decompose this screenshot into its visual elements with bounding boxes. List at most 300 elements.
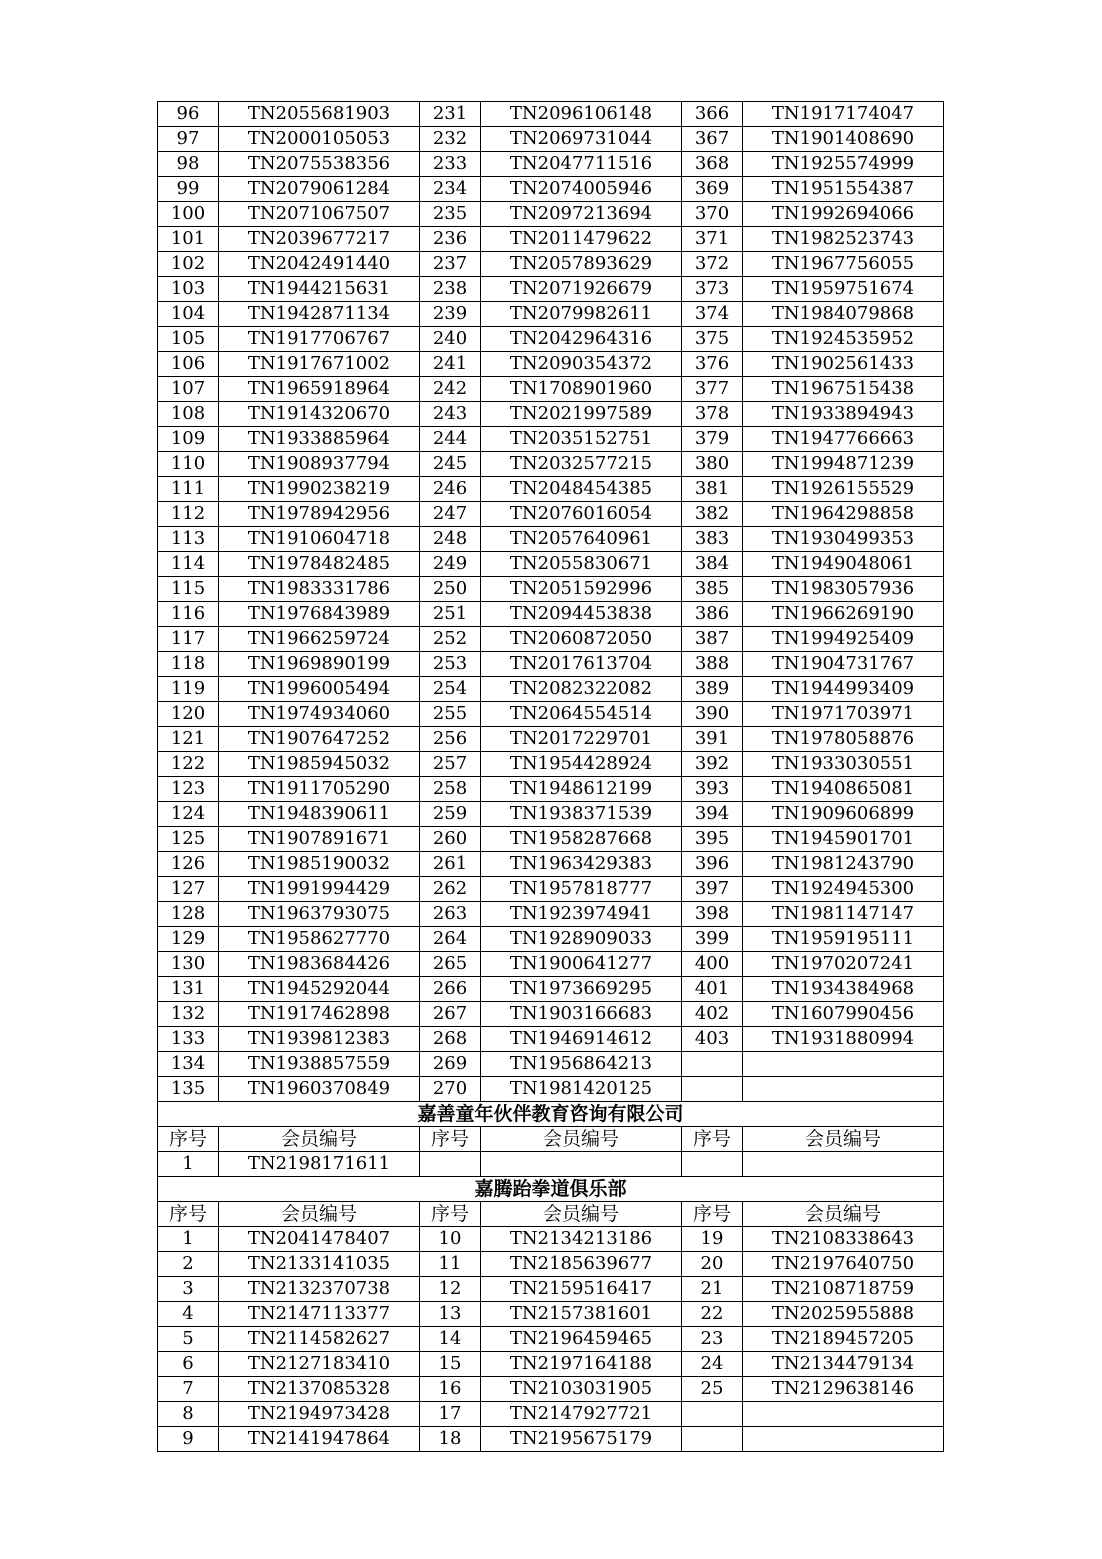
member-id-cell: TN2196459465 [481,1327,682,1352]
serial-number-cell: 391 [682,727,743,752]
member-id-cell: TN2035152751 [481,427,682,452]
header-serial-number: 序号 [158,1202,219,1227]
member-id-cell: TN1985190032 [219,852,420,877]
serial-number-cell: 107 [158,377,219,402]
serial-number-cell: 243 [420,402,481,427]
section-title-row [158,1102,944,1127]
serial-number-cell: 106 [158,352,219,377]
member-id-cell: TN2114582627 [219,1327,420,1352]
serial-number-cell: 375 [682,327,743,352]
table-row [158,652,944,677]
member-id-cell: TN1963429383 [481,852,682,877]
serial-number-cell: 236 [420,227,481,252]
serial-number-cell: 98 [158,152,219,177]
table-row [158,502,944,527]
serial-number-cell: 109 [158,427,219,452]
serial-number-cell: 1 [158,1227,219,1252]
serial-number-cell: 373 [682,277,743,302]
serial-number-cell: 268 [420,1027,481,1052]
member-id-cell: TN1966269190 [743,602,944,627]
member-id-cell: TN1981147147 [743,902,944,927]
member-id-cell: TN2071926679 [481,277,682,302]
table-row [158,402,944,427]
member-id-cell: TN2042964316 [481,327,682,352]
section-title: 嘉腾跆拳道俱乐部 [158,1177,944,1202]
serial-number-cell: 246 [420,477,481,502]
member-id-cell: TN1947766663 [743,427,944,452]
member-id-cell: TN1924945300 [743,877,944,902]
member-id-cell: TN2041478407 [219,1227,420,1252]
member-id-cell: TN1914320670 [219,402,420,427]
member-id-cell: TN2141947864 [219,1427,420,1452]
member-id-cell: TN1944215631 [219,277,420,302]
serial-number-cell: 127 [158,877,219,902]
table-row [158,802,944,827]
serial-number-cell: 257 [420,752,481,777]
serial-number-cell: 403 [682,1027,743,1052]
member-id-cell: TN1900641277 [481,952,682,977]
table-row [158,627,944,652]
member-id-cell: TN1985945032 [219,752,420,777]
table-row [158,977,944,1002]
serial-number-cell: 133 [158,1027,219,1052]
header-member-id: 会员编号 [481,1202,682,1227]
member-id-cell: TN1933885964 [219,427,420,452]
member-id-cell: TN2064554514 [481,702,682,727]
serial-number-cell: 378 [682,402,743,427]
member-id-cell: TN1971703971 [743,702,944,727]
serial-number-cell: 370 [682,202,743,227]
table-row [158,177,944,202]
member-id-cell: TN1958627770 [219,927,420,952]
table-row [158,352,944,377]
serial-number-cell: 379 [682,427,743,452]
serial-number-cell: 130 [158,952,219,977]
serial-number-cell: 240 [420,327,481,352]
table-row [158,452,944,477]
member-id-cell: TN1992694066 [743,202,944,227]
header-member-id: 会员编号 [743,1127,944,1152]
serial-number-cell: 19 [682,1227,743,1252]
table-row [158,727,944,752]
table-row [158,1377,944,1402]
table-row [158,227,944,252]
member-id-cell: TN1917671002 [219,352,420,377]
member-id-cell: TN2069731044 [481,127,682,152]
member-id-cell: TN2042491440 [219,252,420,277]
serial-number-cell: 23 [682,1327,743,1352]
serial-number-cell: 16 [420,1377,481,1402]
serial-number-cell: 105 [158,327,219,352]
table-row [158,202,944,227]
serial-number-cell: 371 [682,227,743,252]
member-id-cell: TN1994925409 [743,627,944,652]
serial-number-cell: 126 [158,852,219,877]
member-id-cell: TN1946914612 [481,1027,682,1052]
header-member-id: 会员编号 [743,1202,944,1227]
serial-number-cell: 248 [420,527,481,552]
table-row [158,127,944,152]
member-table [157,101,944,1452]
member-id-cell: TN1976843989 [219,602,420,627]
member-id-cell: TN1978058876 [743,727,944,752]
serial-number-cell: 115 [158,577,219,602]
serial-number-cell: 123 [158,777,219,802]
serial-number-cell: 252 [420,627,481,652]
serial-number-cell: 380 [682,452,743,477]
table-row [158,152,944,177]
member-id-cell: TN2159516417 [481,1277,682,1302]
table-row [158,527,944,552]
member-id-cell: TN2198171611 [219,1152,420,1177]
serial-number-cell: 377 [682,377,743,402]
serial-number-cell: 251 [420,602,481,627]
serial-number-cell: 238 [420,277,481,302]
serial-number-cell: 17 [420,1402,481,1427]
serial-number-cell: 249 [420,552,481,577]
serial-number-cell: 383 [682,527,743,552]
member-id-cell: TN1983331786 [219,577,420,602]
member-id-cell: TN1951554387 [743,177,944,202]
serial-number-cell: 7 [158,1377,219,1402]
member-id-cell: TN2011479622 [481,227,682,252]
member-id-cell: TN2194973428 [219,1402,420,1427]
member-id-cell: TN2017229701 [481,727,682,752]
member-id-cell: TN1969890199 [219,652,420,677]
member-id-cell: TN2079061284 [219,177,420,202]
section-title: 嘉善童年伙伴教育咨询有限公司 [158,1102,944,1127]
member-id-cell: TN1902561433 [743,352,944,377]
member-id-cell: TN2057640961 [481,527,682,552]
member-id-cell: TN1945901701 [743,827,944,852]
member-id-cell: TN1973669295 [481,977,682,1002]
serial-number-cell: 262 [420,877,481,902]
member-id-cell: TN1923974941 [481,902,682,927]
header-serial-number: 序号 [420,1127,481,1152]
serial-number-cell: 125 [158,827,219,852]
serial-number-cell: 263 [420,902,481,927]
serial-number-cell: 128 [158,902,219,927]
member-id-cell: TN1959195111 [743,927,944,952]
member-id-cell: TN1983057936 [743,577,944,602]
serial-number-cell: 134 [158,1052,219,1077]
serial-number-cell: 1 [158,1152,219,1177]
serial-number-cell: 15 [420,1352,481,1377]
serial-number-cell: 247 [420,502,481,527]
table-row [158,1027,944,1052]
table-row [158,1152,944,1177]
member-id-cell: TN1956864213 [481,1052,682,1077]
table-row [158,1327,944,1352]
serial-number-cell: 118 [158,652,219,677]
table-row [158,302,944,327]
member-id-cell: TN1948390611 [219,802,420,827]
member-id-cell: TN1957818777 [481,877,682,902]
member-id-cell: TN1901408690 [743,127,944,152]
serial-number-cell: 399 [682,927,743,952]
serial-number-cell: 121 [158,727,219,752]
member-id-cell: TN2060872050 [481,627,682,652]
serial-number-cell: 402 [682,1002,743,1027]
member-id-cell: TN1964298858 [743,502,944,527]
member-id-cell: TN1903166683 [481,1002,682,1027]
member-id-cell: TN1991994429 [219,877,420,902]
table-row [158,1002,944,1027]
member-id-cell: TN2021997589 [481,402,682,427]
serial-number-cell [682,1052,743,1077]
member-id-cell: TN2055830671 [481,552,682,577]
member-id-cell: TN2137085328 [219,1377,420,1402]
member-id-cell: TN1970207241 [743,952,944,977]
serial-number-cell: 113 [158,527,219,552]
serial-number-cell: 100 [158,202,219,227]
table-row [158,602,944,627]
serial-number-cell: 129 [158,927,219,952]
member-id-cell: TN1940865081 [743,777,944,802]
table-row [158,427,944,452]
serial-number-cell: 25 [682,1377,743,1402]
member-id-cell: TN1978482485 [219,552,420,577]
table-row [158,1402,944,1427]
serial-number-cell: 392 [682,752,743,777]
serial-number-cell: 101 [158,227,219,252]
member-id-cell: TN1907891671 [219,827,420,852]
table-row [158,827,944,852]
table-row [158,777,944,802]
table-row [158,1302,944,1327]
member-id-cell: TN1917462898 [219,1002,420,1027]
serial-number-cell: 99 [158,177,219,202]
header-member-id: 会员编号 [481,1127,682,1152]
member-id-cell: TN2032577215 [481,452,682,477]
member-id-cell: TN2000105053 [219,127,420,152]
serial-number-cell: 21 [682,1277,743,1302]
serial-number-cell: 261 [420,852,481,877]
serial-number-cell: 124 [158,802,219,827]
serial-number-cell: 239 [420,302,481,327]
member-id-cell [481,1152,682,1177]
member-id-cell: TN1917174047 [743,102,944,127]
member-id-cell: TN2094453838 [481,602,682,627]
member-id-cell: TN2147113377 [219,1302,420,1327]
serial-number-cell: 245 [420,452,481,477]
member-id-cell: TN1982523743 [743,227,944,252]
header-serial-number: 序号 [158,1127,219,1152]
member-id-cell: TN2108718759 [743,1277,944,1302]
serial-number-cell: 395 [682,827,743,852]
member-id-cell: TN1910604718 [219,527,420,552]
member-id-cell: TN1996005494 [219,677,420,702]
serial-number-cell: 270 [420,1077,481,1102]
serial-number-cell: 396 [682,852,743,877]
member-id-cell [743,1427,944,1452]
table-row [158,1352,944,1377]
table-row [158,477,944,502]
header-serial-number: 序号 [420,1202,481,1227]
member-id-cell: TN1934384968 [743,977,944,1002]
table-row [158,552,944,577]
member-id-cell: TN2057893629 [481,252,682,277]
member-id-cell: TN2025955888 [743,1302,944,1327]
serial-number-cell: 14 [420,1327,481,1352]
serial-number-cell: 269 [420,1052,481,1077]
member-id-cell [743,1077,944,1102]
serial-number-cell: 242 [420,377,481,402]
column-header-row [158,1202,944,1227]
serial-number-cell: 266 [420,977,481,1002]
member-id-cell: TN1978942956 [219,502,420,527]
serial-number-cell: 131 [158,977,219,1002]
serial-number-cell: 374 [682,302,743,327]
table-row [158,902,944,927]
serial-number-cell: 104 [158,302,219,327]
serial-number-cell: 232 [420,127,481,152]
header-serial-number: 序号 [682,1202,743,1227]
member-id-cell [743,1402,944,1427]
serial-number-cell: 376 [682,352,743,377]
member-id-cell: TN1925574999 [743,152,944,177]
serial-number-cell: 259 [420,802,481,827]
serial-number-cell: 260 [420,827,481,852]
serial-number-cell: 119 [158,677,219,702]
member-id-cell: TN2127183410 [219,1352,420,1377]
member-id-cell: TN2079982611 [481,302,682,327]
serial-number-cell: 368 [682,152,743,177]
serial-number-cell: 103 [158,277,219,302]
member-id-cell: TN2103031905 [481,1377,682,1402]
table-row [158,577,944,602]
member-id-cell: TN2133141035 [219,1252,420,1277]
serial-number-cell: 264 [420,927,481,952]
member-id-cell: TN2017613704 [481,652,682,677]
serial-number-cell: 372 [682,252,743,277]
serial-number-cell: 241 [420,352,481,377]
member-id-cell [743,1152,944,1177]
member-id-cell: TN2108338643 [743,1227,944,1252]
member-id-cell: TN2090354372 [481,352,682,377]
member-id-cell: TN2195675179 [481,1427,682,1452]
serial-number-cell: 258 [420,777,481,802]
serial-number-cell: 110 [158,452,219,477]
serial-number-cell: 111 [158,477,219,502]
member-id-cell: TN1949048061 [743,552,944,577]
serial-number-cell: 390 [682,702,743,727]
serial-number-cell: 10 [420,1227,481,1252]
serial-number-cell: 382 [682,502,743,527]
table-row [158,377,944,402]
column-header-row [158,1127,944,1152]
member-id-cell: TN2132370738 [219,1277,420,1302]
table-row [158,1077,944,1102]
table-row [158,277,944,302]
member-id-cell: TN2197164188 [481,1352,682,1377]
member-id-cell: TN2189457205 [743,1327,944,1352]
serial-number-cell: 388 [682,652,743,677]
member-id-cell: TN1909606899 [743,802,944,827]
member-id-cell: TN2048454385 [481,477,682,502]
table-row [158,952,944,977]
serial-number-cell: 244 [420,427,481,452]
member-id-cell: TN1994871239 [743,452,944,477]
serial-number-cell: 4 [158,1302,219,1327]
serial-number-cell: 254 [420,677,481,702]
serial-number-cell: 250 [420,577,481,602]
serial-number-cell: 6 [158,1352,219,1377]
member-id-cell: TN1967515438 [743,377,944,402]
table-row [158,752,944,777]
member-id-cell: TN1963793075 [219,902,420,927]
serial-number-cell: 108 [158,402,219,427]
member-id-cell: TN1607990456 [743,1002,944,1027]
member-id-cell: TN1942871134 [219,302,420,327]
serial-number-cell: 401 [682,977,743,1002]
serial-number-cell: 389 [682,677,743,702]
serial-number-cell: 97 [158,127,219,152]
table-row [158,1052,944,1077]
member-id-cell: TN1708901960 [481,377,682,402]
serial-number-cell: 237 [420,252,481,277]
member-id-cell: TN1974934060 [219,702,420,727]
serial-number-cell: 234 [420,177,481,202]
member-id-cell: TN1911705290 [219,777,420,802]
member-id-cell: TN2197640750 [743,1252,944,1277]
member-id-cell: TN1908937794 [219,452,420,477]
member-id-cell: TN1965918964 [219,377,420,402]
serial-number-cell: 24 [682,1352,743,1377]
member-id-cell: TN1990238219 [219,477,420,502]
serial-number-cell: 13 [420,1302,481,1327]
serial-number-cell [682,1402,743,1427]
section-title-row [158,1177,944,1202]
serial-number-cell: 102 [158,252,219,277]
serial-number-cell: 233 [420,152,481,177]
member-id-cell: TN1924535952 [743,327,944,352]
serial-number-cell: 9 [158,1427,219,1452]
table-row [158,252,944,277]
table-row [158,1427,944,1452]
member-id-cell: TN1959751674 [743,277,944,302]
member-id-cell: TN1933030551 [743,752,944,777]
serial-number-cell: 398 [682,902,743,927]
member-id-cell: TN2039677217 [219,227,420,252]
member-id-cell: TN1984079868 [743,302,944,327]
serial-number-cell: 122 [158,752,219,777]
member-id-cell: TN2096106148 [481,102,682,127]
table-row [158,327,944,352]
member-id-cell: TN1939812383 [219,1027,420,1052]
serial-number-cell [420,1152,481,1177]
serial-number-cell: 253 [420,652,481,677]
table-row [158,1277,944,1302]
serial-number-cell: 20 [682,1252,743,1277]
member-id-cell: TN2157381601 [481,1302,682,1327]
member-id-cell: TN1983684426 [219,952,420,977]
table-row [158,1252,944,1277]
member-id-cell: TN1917706767 [219,327,420,352]
member-id-cell: TN1938371539 [481,802,682,827]
header-member-id: 会员编号 [219,1127,420,1152]
serial-number-cell: 3 [158,1277,219,1302]
serial-number-cell: 366 [682,102,743,127]
table-row [158,877,944,902]
serial-number-cell: 256 [420,727,481,752]
member-id-cell: TN1926155529 [743,477,944,502]
member-id-cell: TN1907647252 [219,727,420,752]
serial-number-cell: 387 [682,627,743,652]
serial-number-cell [682,1427,743,1452]
member-id-cell: TN1931880994 [743,1027,944,1052]
serial-number-cell: 5 [158,1327,219,1352]
